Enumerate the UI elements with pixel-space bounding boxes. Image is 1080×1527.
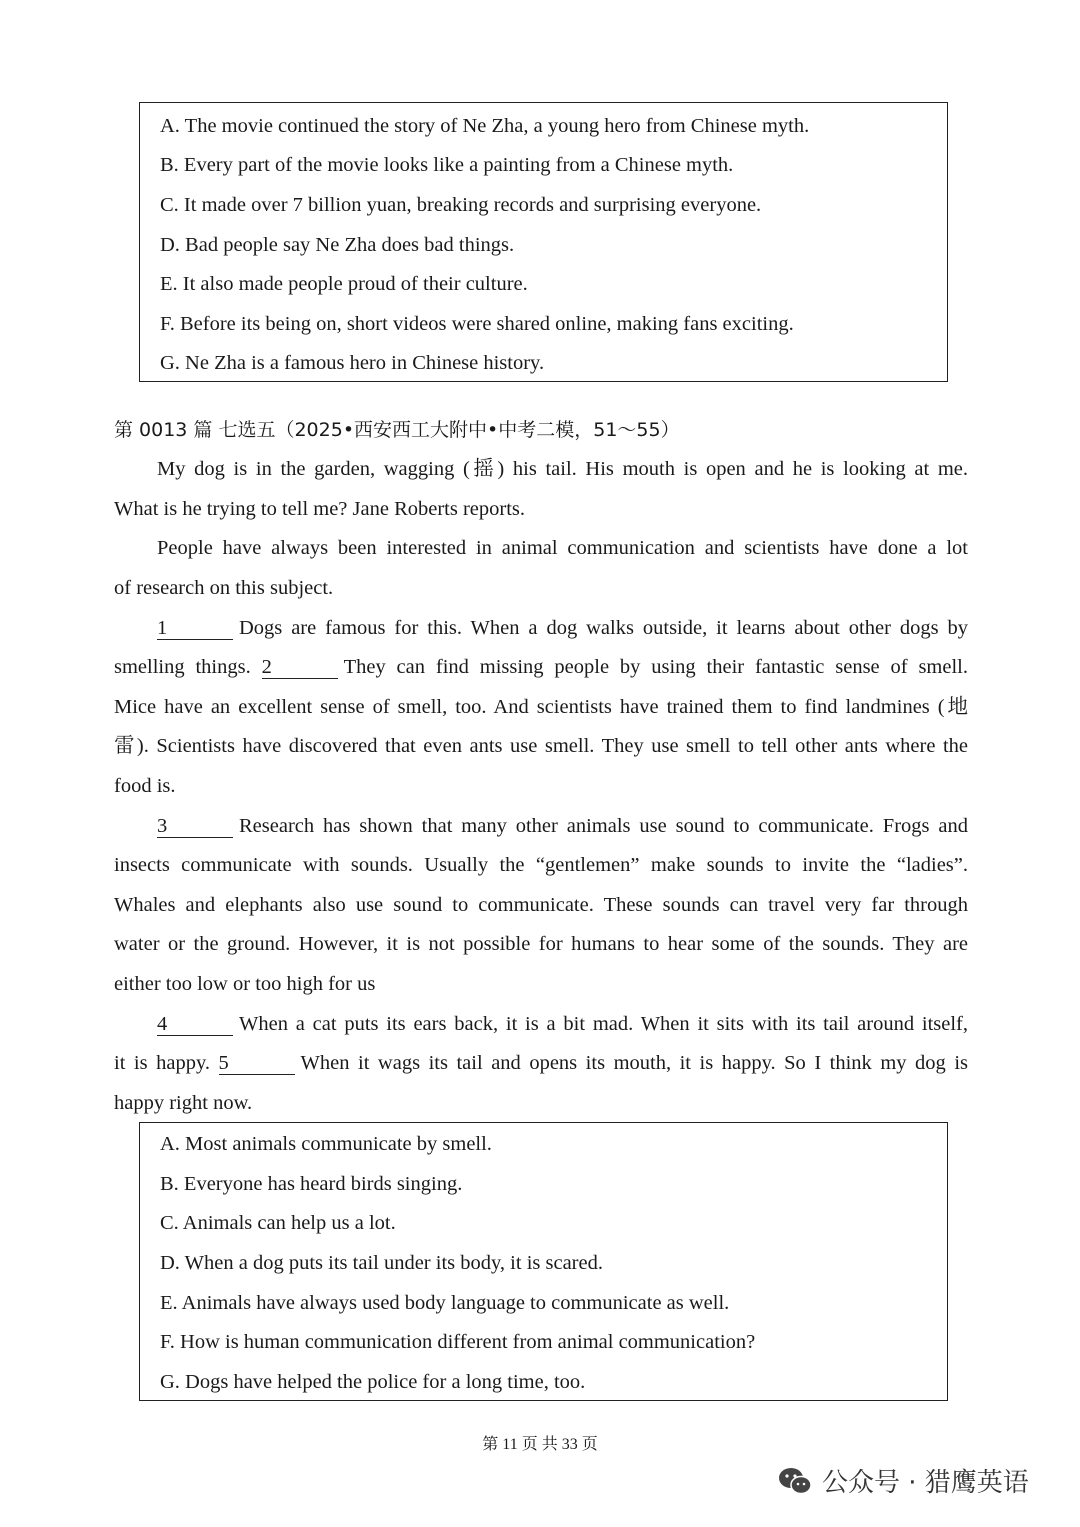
passage-line: either too low or too high for us [114, 973, 376, 995]
option-d: D. Bad people say Ne Zha does bad things. [160, 234, 515, 256]
passage-line: Whales and elephants also use sound to communicate. These sounds can travel very far through [114, 894, 968, 916]
option-a: A. The movie continued the story of Ne Zha, a young hero from Chinese myth. [160, 115, 810, 137]
option-e: E. Animals have always used body language to communicate as well. [160, 1292, 730, 1314]
passage-text: Research has shown that many other animals use sound to communicate. Frogs and [239, 815, 968, 837]
watermark [778, 1462, 1029, 1499]
passage-line: insects communicate with sounds. Usually the “gentlemen” make sounds to invite the “ladies”. [114, 854, 968, 876]
passage-line [114, 1049, 968, 1077]
answer-blank-5[interactable]: 5 [219, 1052, 295, 1075]
option-c: C. Animals can help us a lot. [160, 1212, 396, 1234]
passage-line: Mice have an excellent sense of smell, too. And scientists have trained them to find landmines (地 [114, 696, 968, 718]
option-f: F. Before its being on, short videos were shared online, making fans exciting. [160, 313, 794, 335]
passage-line: food is. [114, 775, 176, 797]
watermark-text: 公众号 · 猎鹰英语 [822, 1468, 1029, 1498]
option-b: B. Everyone has heard birds singing. [160, 1173, 463, 1195]
options-box-1 [139, 102, 948, 382]
answer-blank-3[interactable]: 3 [157, 815, 233, 838]
option-g: G. Ne Zha is a famous hero in Chinese history. [160, 352, 545, 374]
wechat-icon [778, 1466, 812, 1496]
passage-line: water or the ground. However, it is not possible for humans to hear some of the sounds. They are [114, 933, 968, 955]
passage-line [157, 614, 968, 642]
passage-line: People have always been interested in animal communication and scientists have done a lot [157, 537, 968, 559]
option-e: E. It also made people proud of their culture. [160, 273, 528, 295]
passage-text: When it wags its tail and opens its mouth, it is happy. So I think my dog is [300, 1052, 969, 1074]
passage-text: They can find missing people by using their fantastic sense of smell. [343, 656, 968, 678]
options-box-2 [139, 1122, 948, 1401]
passage-line: What is he trying to tell me? Jane Roberts reports. [114, 498, 526, 520]
answer-blank-2[interactable]: 2 [262, 656, 338, 679]
passage-text: When a cat puts its ears back, it is a bit mad. When it sits with its tail around itself, [239, 1013, 968, 1035]
page-footer: 第 11 页 共 33 页 [482, 1436, 598, 1453]
passage-line: happy right now. [114, 1092, 253, 1114]
passage-line: of research on this subject. [114, 577, 334, 599]
passage-line [157, 812, 968, 840]
passage-line: My dog is in the garden, wagging (摇) his tail. His mouth is open and he is looking at me. [157, 458, 968, 480]
passage-text: Dogs are famous for this. When a dog walks outside, it learns about other dogs by [239, 617, 968, 639]
option-c: C. It made over 7 billion yuan, breaking records and surprising everyone. [160, 194, 762, 216]
answer-blank-1[interactable]: 1 [157, 617, 233, 640]
option-b: B. Every part of the movie looks like a painting from a Chinese myth. [160, 154, 734, 176]
passage-line [157, 1010, 968, 1038]
option-a: A. Most animals communicate by smell. [160, 1133, 492, 1155]
option-f: F. How is human communication different from animal communication? [160, 1331, 756, 1353]
option-g: G. Dogs have helped the police for a long time, too. [160, 1371, 586, 1393]
answer-blank-4[interactable]: 4 [157, 1013, 233, 1036]
passage-line: 雷). Scientists have discovered that even ants use smell. They use smell to tell other ants where the [114, 735, 968, 757]
passage-text: smelling things. [114, 656, 251, 678]
option-d: D. When a dog puts its tail under its body, it is scared. [160, 1252, 603, 1274]
passage-text: it is happy. [114, 1052, 211, 1074]
passage-line [114, 653, 968, 681]
section-heading: 第 0013 篇 七选五（2025•西安西工大附中•中考二模，51～55） [114, 419, 680, 441]
